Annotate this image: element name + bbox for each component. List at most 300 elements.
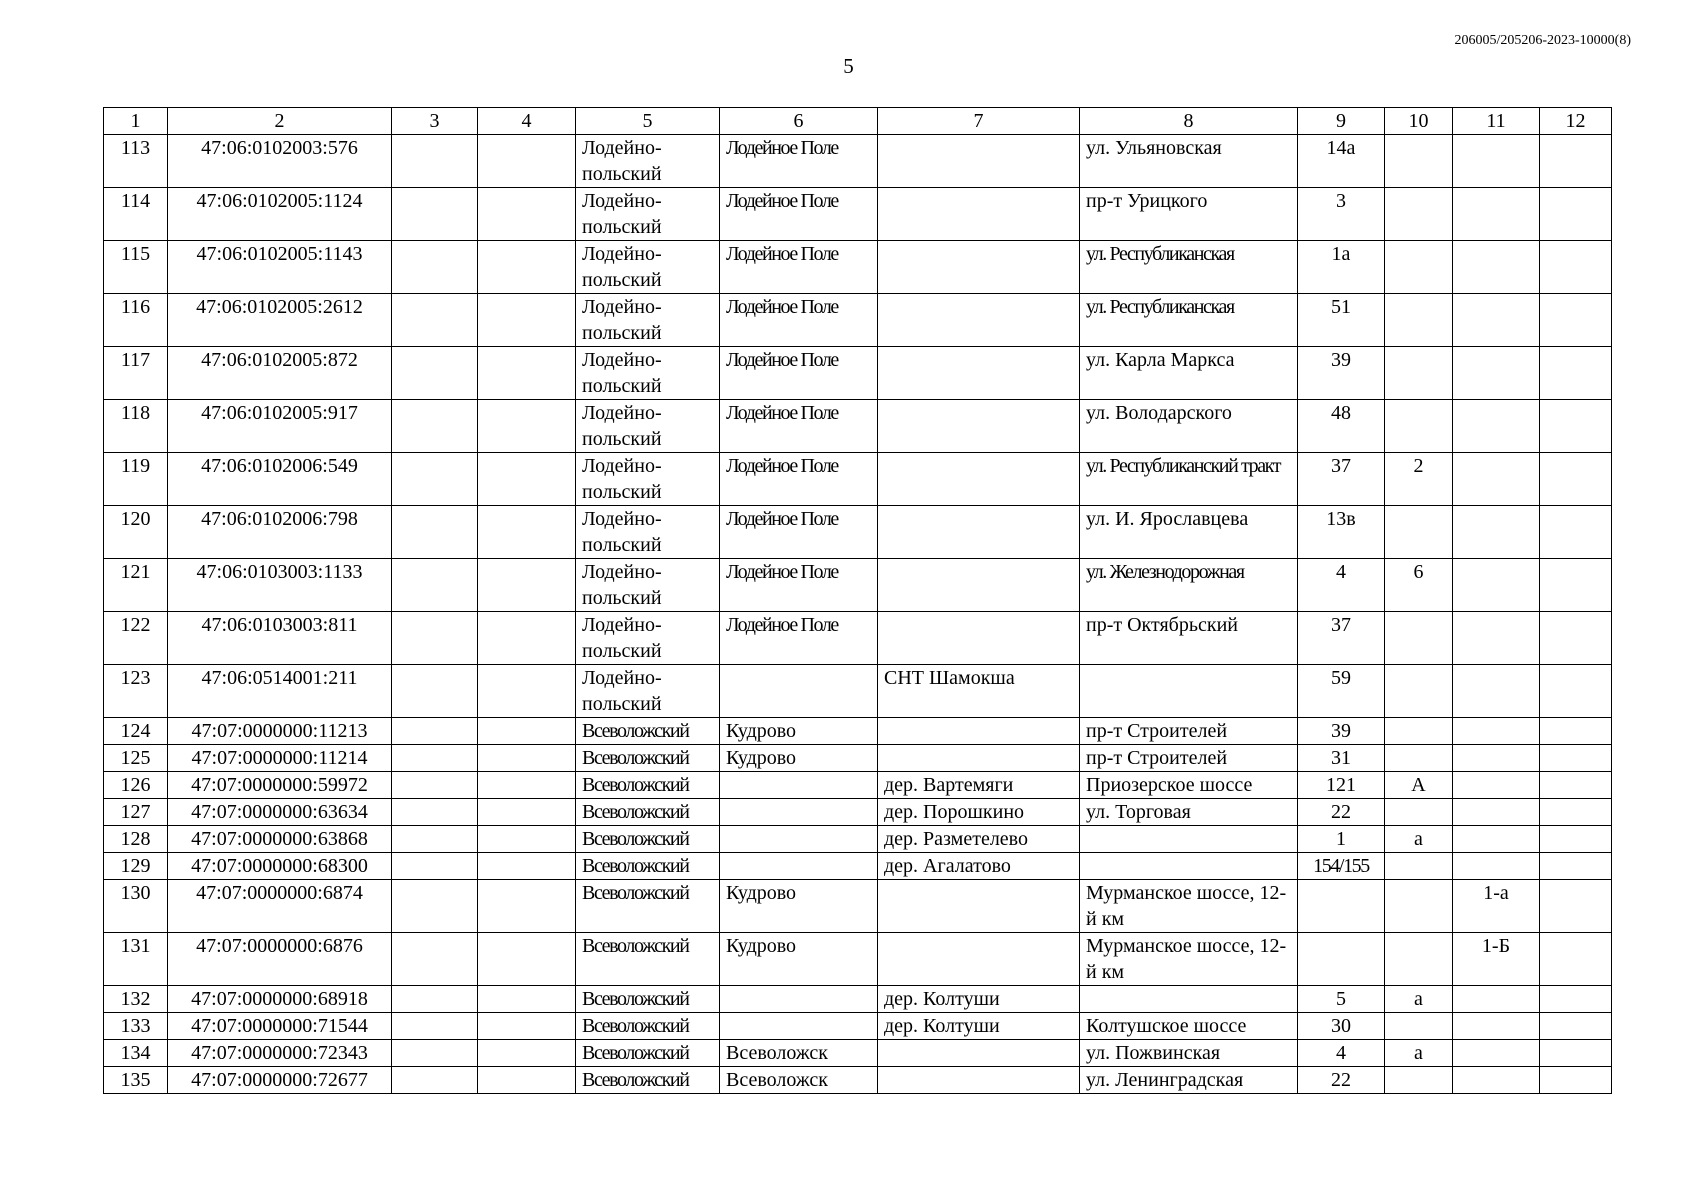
street-cell: Мурманское шоссе, 12-й км: [1080, 880, 1298, 933]
house-number-cell: 5: [1298, 986, 1385, 1013]
district-cell: Лодейно-польский: [576, 506, 720, 559]
column-header: 11: [1453, 108, 1540, 135]
col-12-cell: [1540, 665, 1612, 718]
col-3-cell: [392, 188, 478, 241]
col-12-cell: [1540, 453, 1612, 506]
col-3-cell: [392, 718, 478, 745]
cadastral-number-cell: 47:06:0102005:2612: [168, 294, 392, 347]
house-number-cell: [1298, 880, 1385, 933]
structure-number-cell: [1453, 1040, 1540, 1067]
table-row: [104, 559, 1612, 612]
street-cell: [1080, 986, 1298, 1013]
settlement-cell: Лодейное Поле: [720, 135, 878, 188]
building-number-cell: [1385, 400, 1453, 453]
table-row: [104, 986, 1612, 1013]
col-12-cell: [1540, 612, 1612, 665]
col-12-cell: [1540, 718, 1612, 745]
col-4-cell: [478, 665, 576, 718]
table-body: [104, 135, 1612, 1094]
col-12-cell: [1540, 506, 1612, 559]
col-4-cell: [478, 294, 576, 347]
house-number-cell: 1: [1298, 826, 1385, 853]
street-cell: пр-т Строителей: [1080, 718, 1298, 745]
row-number-cell: 135: [104, 1067, 168, 1094]
district-cell: Лодейно-польский: [576, 188, 720, 241]
settlement-cell: [720, 986, 878, 1013]
settlement-cell: [720, 799, 878, 826]
district-cell: Лодейно-польский: [576, 400, 720, 453]
locality-cell: дер. Разметелево: [878, 826, 1080, 853]
locality-cell: СНТ Шамокша: [878, 665, 1080, 718]
cadastral-number-cell: 47:06:0514001:211: [168, 665, 392, 718]
table-row: [104, 241, 1612, 294]
building-number-cell: 2: [1385, 453, 1453, 506]
locality-cell: [878, 1040, 1080, 1067]
row-number-cell: 124: [104, 718, 168, 745]
address-register-table: [103, 107, 1612, 1094]
settlement-cell: Кудрово: [720, 745, 878, 772]
street-cell: ул. Республиканский тракт: [1080, 453, 1298, 506]
cadastral-number-cell: 47:07:0000000:72343: [168, 1040, 392, 1067]
locality-cell: [878, 745, 1080, 772]
house-number-cell: 13в: [1298, 506, 1385, 559]
house-number-cell: 59: [1298, 665, 1385, 718]
building-number-cell: 6: [1385, 559, 1453, 612]
col-12-cell: [1540, 400, 1612, 453]
cadastral-number-cell: 47:06:0102006:549: [168, 453, 392, 506]
col-12-cell: [1540, 1067, 1612, 1094]
cadastral-number-cell: 47:07:0000000:6876: [168, 933, 392, 986]
street-cell: пр-т Урицкого: [1080, 188, 1298, 241]
structure-number-cell: [1453, 799, 1540, 826]
row-number-cell: 117: [104, 347, 168, 400]
settlement-cell: [720, 853, 878, 880]
street-cell: ул. Железнодорожная: [1080, 559, 1298, 612]
house-number-cell: 22: [1298, 799, 1385, 826]
col-12-cell: [1540, 826, 1612, 853]
cadastral-number-cell: 47:07:0000000:63634: [168, 799, 392, 826]
locality-cell: [878, 933, 1080, 986]
column-header: 1: [104, 108, 168, 135]
cadastral-number-cell: 47:07:0000000:68918: [168, 986, 392, 1013]
col-12-cell: [1540, 1040, 1612, 1067]
table-row: [104, 1067, 1612, 1094]
street-cell: ул. Пожвинская: [1080, 1040, 1298, 1067]
structure-number-cell: [1453, 665, 1540, 718]
house-number-cell: 22: [1298, 1067, 1385, 1094]
house-number-cell: 39: [1298, 347, 1385, 400]
col-3-cell: [392, 241, 478, 294]
column-header: 10: [1385, 108, 1453, 135]
col-3-cell: [392, 347, 478, 400]
column-header: 12: [1540, 108, 1612, 135]
locality-cell: [878, 506, 1080, 559]
house-number-cell: 14а: [1298, 135, 1385, 188]
row-number-cell: 126: [104, 772, 168, 799]
settlement-cell: Лодейное Поле: [720, 294, 878, 347]
col-3-cell: [392, 294, 478, 347]
row-number-cell: 114: [104, 188, 168, 241]
building-number-cell: [1385, 188, 1453, 241]
table-row: [104, 880, 1612, 933]
row-number-cell: 127: [104, 799, 168, 826]
row-number-cell: 133: [104, 1013, 168, 1040]
street-cell: ул. Ленинградская: [1080, 1067, 1298, 1094]
table-row: [104, 772, 1612, 799]
col-12-cell: [1540, 188, 1612, 241]
col-3-cell: [392, 826, 478, 853]
street-cell: [1080, 665, 1298, 718]
col-4-cell: [478, 347, 576, 400]
building-number-cell: [1385, 347, 1453, 400]
building-number-cell: [1385, 294, 1453, 347]
col-12-cell: [1540, 799, 1612, 826]
row-number-cell: 129: [104, 853, 168, 880]
settlement-cell: Всеволожск: [720, 1040, 878, 1067]
building-number-cell: [1385, 1013, 1453, 1040]
cadastral-number-cell: 47:06:0102005:1143: [168, 241, 392, 294]
document-number: 206005/205206-2023-10000(8): [1454, 33, 1631, 48]
cadastral-number-cell: 47:07:0000000:59972: [168, 772, 392, 799]
table-row: [104, 933, 1612, 986]
table-row: [104, 1013, 1612, 1040]
locality-cell: [878, 453, 1080, 506]
street-cell: Приозерское шоссе: [1080, 772, 1298, 799]
row-number-cell: 123: [104, 665, 168, 718]
col-12-cell: [1540, 933, 1612, 986]
building-number-cell: [1385, 1067, 1453, 1094]
locality-cell: [878, 347, 1080, 400]
building-number-cell: а: [1385, 986, 1453, 1013]
col-3-cell: [392, 772, 478, 799]
col-4-cell: [478, 400, 576, 453]
structure-number-cell: [1453, 188, 1540, 241]
column-header: 3: [392, 108, 478, 135]
street-cell: пр-т Октябрьский: [1080, 612, 1298, 665]
street-cell: ул. Володарского: [1080, 400, 1298, 453]
structure-number-cell: [1453, 506, 1540, 559]
col-3-cell: [392, 853, 478, 880]
district-cell: Всеволожский: [576, 1013, 720, 1040]
row-number-cell: 118: [104, 400, 168, 453]
street-cell: ул. Карла Маркса: [1080, 347, 1298, 400]
column-header: 8: [1080, 108, 1298, 135]
col-3-cell: [392, 1013, 478, 1040]
table-row: [104, 188, 1612, 241]
col-3-cell: [392, 986, 478, 1013]
structure-number-cell: [1453, 718, 1540, 745]
col-4-cell: [478, 135, 576, 188]
building-number-cell: а: [1385, 1040, 1453, 1067]
col-4-cell: [478, 1040, 576, 1067]
district-cell: Лодейно-польский: [576, 559, 720, 612]
column-header: 2: [168, 108, 392, 135]
col-12-cell: [1540, 853, 1612, 880]
col-4-cell: [478, 506, 576, 559]
house-number-cell: 31: [1298, 745, 1385, 772]
locality-cell: дер. Колтуши: [878, 986, 1080, 1013]
structure-number-cell: [1453, 772, 1540, 799]
settlement-cell: Лодейное Поле: [720, 453, 878, 506]
col-4-cell: [478, 241, 576, 294]
col-12-cell: [1540, 1013, 1612, 1040]
column-header: 7: [878, 108, 1080, 135]
settlement-cell: [720, 665, 878, 718]
col-4-cell: [478, 612, 576, 665]
district-cell: Лодейно-польский: [576, 135, 720, 188]
locality-cell: [878, 559, 1080, 612]
building-number-cell: [1385, 665, 1453, 718]
district-cell: Всеволожский: [576, 799, 720, 826]
table-row: [104, 853, 1612, 880]
col-3-cell: [392, 453, 478, 506]
street-cell: [1080, 853, 1298, 880]
col-3-cell: [392, 506, 478, 559]
structure-number-cell: [1453, 453, 1540, 506]
district-cell: Всеволожский: [576, 880, 720, 933]
settlement-cell: [720, 826, 878, 853]
district-cell: Всеволожский: [576, 826, 720, 853]
col-3-cell: [392, 665, 478, 718]
district-cell: Всеволожский: [576, 933, 720, 986]
settlement-cell: Лодейное Поле: [720, 612, 878, 665]
col-4-cell: [478, 745, 576, 772]
col-4-cell: [478, 559, 576, 612]
structure-number-cell: [1453, 826, 1540, 853]
table-row: [104, 745, 1612, 772]
street-cell: ул. Торговая: [1080, 799, 1298, 826]
building-number-cell: [1385, 880, 1453, 933]
settlement-cell: [720, 772, 878, 799]
col-4-cell: [478, 1013, 576, 1040]
col-3-cell: [392, 933, 478, 986]
district-cell: Всеволожский: [576, 1040, 720, 1067]
cadastral-number-cell: 47:07:0000000:11213: [168, 718, 392, 745]
col-4-cell: [478, 853, 576, 880]
settlement-cell: Лодейное Поле: [720, 241, 878, 294]
building-number-cell: а: [1385, 826, 1453, 853]
structure-number-cell: [1453, 745, 1540, 772]
settlement-cell: Лодейное Поле: [720, 506, 878, 559]
col-12-cell: [1540, 241, 1612, 294]
district-cell: Лодейно-польский: [576, 294, 720, 347]
structure-number-cell: [1453, 559, 1540, 612]
building-number-cell: [1385, 241, 1453, 294]
col-12-cell: [1540, 745, 1612, 772]
cadastral-number-cell: 47:07:0000000:72677: [168, 1067, 392, 1094]
structure-number-cell: [1453, 347, 1540, 400]
col-3-cell: [392, 559, 478, 612]
table-row: [104, 294, 1612, 347]
locality-cell: дер. Вартемяги: [878, 772, 1080, 799]
column-header: 4: [478, 108, 576, 135]
cadastral-number-cell: 47:06:0102005:1124: [168, 188, 392, 241]
settlement-cell: Лодейное Поле: [720, 559, 878, 612]
row-number-cell: 130: [104, 880, 168, 933]
district-cell: Всеволожский: [576, 853, 720, 880]
district-cell: Лодейно-польский: [576, 347, 720, 400]
settlement-cell: Лодейное Поле: [720, 347, 878, 400]
house-number-cell: 3: [1298, 188, 1385, 241]
district-cell: Всеволожский: [576, 772, 720, 799]
settlement-cell: Кудрово: [720, 880, 878, 933]
building-number-cell: [1385, 853, 1453, 880]
structure-number-cell: [1453, 986, 1540, 1013]
district-cell: Всеволожский: [576, 1067, 720, 1094]
district-cell: Всеволожский: [576, 986, 720, 1013]
cadastral-number-cell: 47:06:0102005:872: [168, 347, 392, 400]
cadastral-number-cell: 47:06:0102006:798: [168, 506, 392, 559]
cadastral-number-cell: 47:06:0102003:576: [168, 135, 392, 188]
district-cell: Всеволожский: [576, 718, 720, 745]
building-number-cell: [1385, 933, 1453, 986]
col-4-cell: [478, 933, 576, 986]
row-number-cell: 121: [104, 559, 168, 612]
street-cell: [1080, 826, 1298, 853]
row-number-cell: 131: [104, 933, 168, 986]
col-3-cell: [392, 880, 478, 933]
cadastral-number-cell: 47:07:0000000:71544: [168, 1013, 392, 1040]
table-row: [104, 400, 1612, 453]
col-4-cell: [478, 1067, 576, 1094]
table-row: [104, 347, 1612, 400]
building-number-cell: [1385, 799, 1453, 826]
structure-number-cell: [1453, 294, 1540, 347]
row-number-cell: 132: [104, 986, 168, 1013]
locality-cell: [878, 241, 1080, 294]
settlement-cell: Всеволожск: [720, 1067, 878, 1094]
cadastral-number-cell: 47:06:0103003:811: [168, 612, 392, 665]
col-4-cell: [478, 188, 576, 241]
house-number-cell: 37: [1298, 453, 1385, 506]
street-cell: пр-т Строителей: [1080, 745, 1298, 772]
row-number-cell: 113: [104, 135, 168, 188]
settlement-cell: Кудрово: [720, 933, 878, 986]
structure-number-cell: [1453, 241, 1540, 294]
col-3-cell: [392, 745, 478, 772]
structure-number-cell: [1453, 612, 1540, 665]
locality-cell: [878, 188, 1080, 241]
street-cell: Колтушское шоссе: [1080, 1013, 1298, 1040]
building-number-cell: [1385, 745, 1453, 772]
col-3-cell: [392, 135, 478, 188]
building-number-cell: [1385, 506, 1453, 559]
building-number-cell: [1385, 135, 1453, 188]
col-4-cell: [478, 799, 576, 826]
locality-cell: дер. Колтуши: [878, 1013, 1080, 1040]
table-row: [104, 826, 1612, 853]
settlement-cell: Лодейное Поле: [720, 188, 878, 241]
street-cell: ул. Республиканская: [1080, 241, 1298, 294]
column-number-row: [104, 108, 1612, 135]
house-number-cell: 39: [1298, 718, 1385, 745]
row-number-cell: 128: [104, 826, 168, 853]
col-4-cell: [478, 772, 576, 799]
col-4-cell: [478, 880, 576, 933]
col-12-cell: [1540, 559, 1612, 612]
district-cell: Лодейно-польский: [576, 612, 720, 665]
col-12-cell: [1540, 986, 1612, 1013]
locality-cell: [878, 1067, 1080, 1094]
district-cell: Всеволожский: [576, 745, 720, 772]
structure-number-cell: [1453, 1067, 1540, 1094]
house-number-cell: 154/155: [1298, 853, 1385, 880]
col-12-cell: [1540, 880, 1612, 933]
locality-cell: [878, 880, 1080, 933]
col-4-cell: [478, 826, 576, 853]
building-number-cell: [1385, 718, 1453, 745]
cadastral-number-cell: 47:07:0000000:63868: [168, 826, 392, 853]
col-12-cell: [1540, 135, 1612, 188]
structure-number-cell: [1453, 1013, 1540, 1040]
structure-number-cell: 1-а: [1453, 880, 1540, 933]
locality-cell: [878, 400, 1080, 453]
building-number-cell: А: [1385, 772, 1453, 799]
col-3-cell: [392, 1040, 478, 1067]
table-row: [104, 799, 1612, 826]
building-number-cell: [1385, 612, 1453, 665]
structure-number-cell: [1453, 135, 1540, 188]
column-header: 9: [1298, 108, 1385, 135]
house-number-cell: 51: [1298, 294, 1385, 347]
table-row: [104, 453, 1612, 506]
row-number-cell: 122: [104, 612, 168, 665]
column-header: 5: [576, 108, 720, 135]
locality-cell: [878, 294, 1080, 347]
table-row: [104, 135, 1612, 188]
col-3-cell: [392, 1067, 478, 1094]
locality-cell: [878, 718, 1080, 745]
col-4-cell: [478, 986, 576, 1013]
row-number-cell: 120: [104, 506, 168, 559]
cadastral-number-cell: 47:07:0000000:11214: [168, 745, 392, 772]
house-number-cell: 37: [1298, 612, 1385, 665]
cadastral-number-cell: 47:06:0102005:917: [168, 400, 392, 453]
page-number: 5: [843, 54, 854, 78]
col-4-cell: [478, 453, 576, 506]
col-3-cell: [392, 612, 478, 665]
table-row: [104, 612, 1612, 665]
house-number-cell: 4: [1298, 559, 1385, 612]
cadastral-number-cell: 47:07:0000000:68300: [168, 853, 392, 880]
district-cell: Лодейно-польский: [576, 665, 720, 718]
house-number-cell: [1298, 933, 1385, 986]
col-12-cell: [1540, 772, 1612, 799]
cadastral-number-cell: 47:07:0000000:6874: [168, 880, 392, 933]
row-number-cell: 125: [104, 745, 168, 772]
locality-cell: дер. Агалатово: [878, 853, 1080, 880]
row-number-cell: 115: [104, 241, 168, 294]
structure-number-cell: 1-Б: [1453, 933, 1540, 986]
col-12-cell: [1540, 347, 1612, 400]
street-cell: ул. Ульяновская: [1080, 135, 1298, 188]
house-number-cell: 1а: [1298, 241, 1385, 294]
settlement-cell: Кудрово: [720, 718, 878, 745]
col-3-cell: [392, 400, 478, 453]
table-row: [104, 1040, 1612, 1067]
locality-cell: дер. Порошкино: [878, 799, 1080, 826]
street-cell: Мурманское шоссе, 12-й км: [1080, 933, 1298, 986]
col-3-cell: [392, 799, 478, 826]
cadastral-number-cell: 47:06:0103003:1133: [168, 559, 392, 612]
table-row: [104, 718, 1612, 745]
row-number-cell: 119: [104, 453, 168, 506]
locality-cell: [878, 135, 1080, 188]
district-cell: Лодейно-польский: [576, 241, 720, 294]
table-row: [104, 506, 1612, 559]
col-4-cell: [478, 718, 576, 745]
street-cell: ул. Республиканская: [1080, 294, 1298, 347]
